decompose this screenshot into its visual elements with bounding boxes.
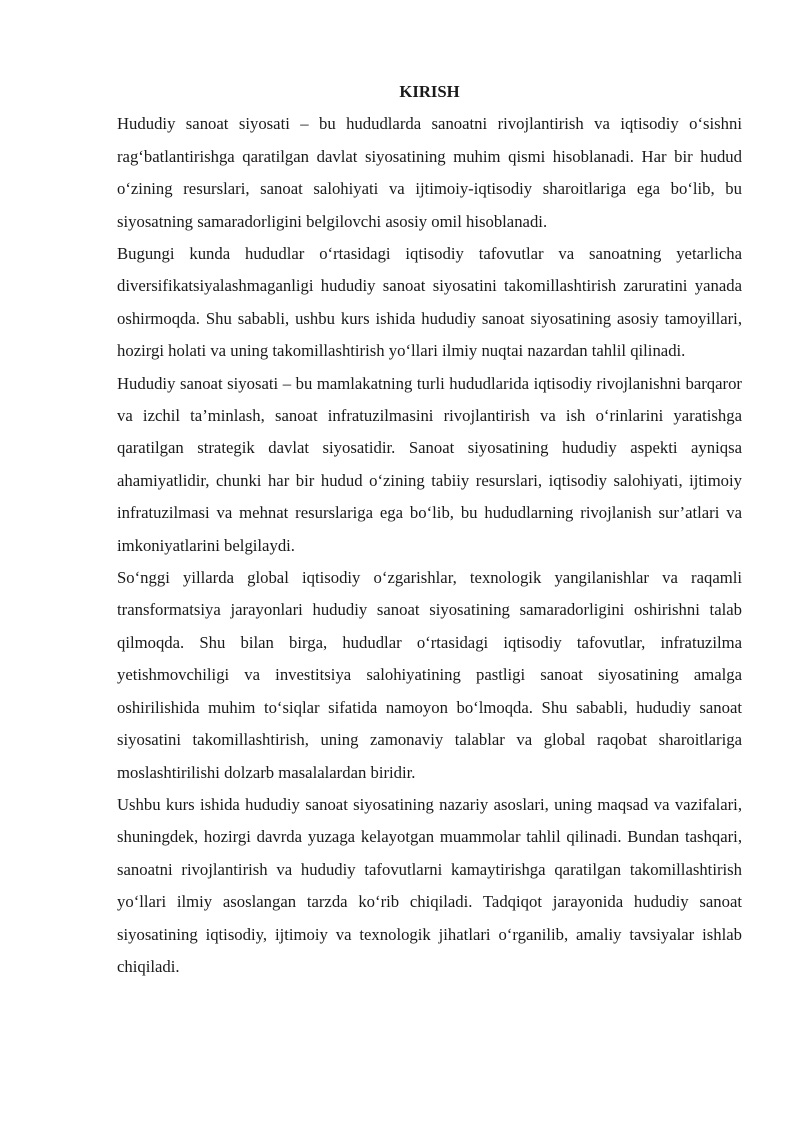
paragraph-3: Hududiy sanoat siyosati – bu mamlakatning turli hududlarida iqtisodiy rivojlanishni barqaror va izchil ta’minlash, sanoat infratuzilmasini rivojlantirish va ish o‘rinlarini yaratishga qaratilgan strategik davlat siyosatidir. Sanoat siyosatining hududiy aspekti ayniqsa ahamiyatlidir, chunki har bir hudud o‘zining tabiiy resurslari, iqtisodiy salohiyati, ijtimoiy infratuzilmasi va mehnat resurslariga ega bo‘lib, bu hududlarning rivojlanish sur’atlari va imkoniyatlarini belgilaydi. [117,373,742,555]
paragraph-4: So‘nggi yillarda global iqtisodiy o‘zgarishlar, texnologik yangilanishlar va raqamli transformatsiya jarayonlari hududiy sanoat siyosatining samaradorligini oshirishni talab qilmoqda. Shu bilan birga, hududlar o‘rtasidagi iqtisodiy tafovutlar, infratuzilma yetishmovchiligi va investitsiya salohiyatining pastligi sanoat siyosatining amalga oshirilishida muhim to‘siqlar sifatida namoyon bo‘lmoqda. Shu sababli, hududiy sanoat siyosatini takomillashtirish, uning zamonaviy talablar va global raqobat sharoitlariga moslashtirilishi dolzarb masalalardan biridir. [117,568,742,782]
paragraph-2: Bugungi kunda hududlar o‘rtasidagi iqtisodiy tafovutlar va sanoatning yetarlicha diversifikatsiyalashmaganligi hududiy sanoat siyosatini takomillashtirish zaruratini yanada oshirmoqda. Shu sababli, ushbu kurs ishida hududiy sanoat siyosatining asosiy tamoyillari, hozirgi holati va uning takomillashtirish yo‘llari ilmiy nuqtai nazardan tahlil qilinadi. [117,244,742,361]
paragraph-1: Hududiy sanoat siyosati – bu hududlarda sanoatni rivojlantirish va iqtisodiy o‘sishni rag‘batlantirishga qaratilgan davlat siyosatining muhim qismi hisoblanadi. Har bir hudud o‘zining resurslari, sanoat salohiyati va ijtimoiy-iqtisodiy sharoitlariga ega bo‘lib, bu siyosatning samaradorligini belgilovchi asosiy omil hisoblanadi. [117,114,742,231]
paragraph-5: Ushbu kurs ishida hududiy sanoat siyosatining nazariy asoslari, uning maqsad va vazifalari, shuningdek, hozirgi davrda yuzaga kelayotgan muammolar tahlil qilinadi. Bundan tashqari, sanoatni rivojlantirish va hududiy tafovutlarni kamaytirishga qaratilgan takomillashtirish yo‘llari ilmiy asoslangan tarzda ko‘rib chiqiladi. Tadqiqot jarayonida hududiy sanoat siyosatining iqtisodiy, ijtimoiy va texnologik jihatlari o‘rganilib, amaliy tavsiyalar ishlab chiqiladi. [117,794,742,976]
page-title: KIRISH [399,82,460,101]
document-page [117,76,742,983]
